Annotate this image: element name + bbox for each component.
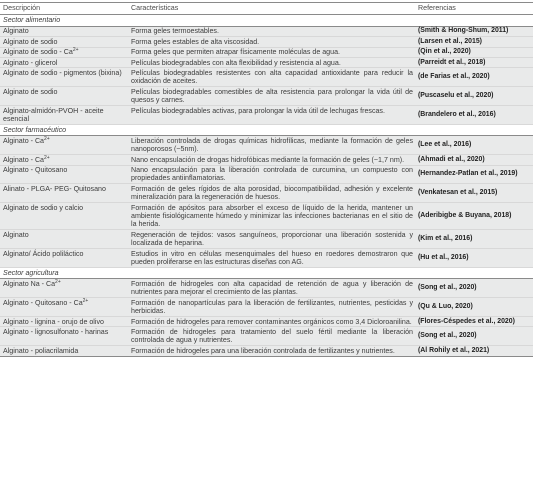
table-row [0,68,533,87]
cell-referencia: (Hu et al., 2016) [415,249,533,268]
cell-caracteristicas: Formación de hidrogeles para remover contaminantes orgánicos como 3,4 Dicloroanilina. [128,317,415,327]
descripcion-text: Alginato - glicerol [3,58,58,67]
cell-caracteristicas: Formación de apósitos para absorber el exceso de líquido de la herida, mantener un ambiente fisiológicamente húmedo y minimizar las infecciones bacterianas en el sitio de la herida. [128,203,415,230]
descripcion-text: Alginato [3,27,29,36]
cell-caracteristicas: Regeneración de tejidos: vasos sanguíneos, proporcionar una liberación sostenida y localizada de heparina. [128,230,415,249]
descripcion-text: Alginato Na - Ca [3,279,56,288]
cell-caracteristicas: Forma geles estables de alta viscosidad. [128,37,415,47]
cell-referencia: (Kim et al., 2016) [415,230,533,249]
section-header-row [0,15,533,26]
descripcion-text: Alginato - lignosulfonato - harinas [3,327,109,336]
cell-caracteristicas: Formación de hidrogeles con alta capacidad de retención de agua y liberación de nutrientes para mejorar el crecimiento de las plantas. [128,279,415,298]
cell-descripcion [0,249,128,268]
cell-descripcion [0,68,128,87]
alginate-applications-table [0,2,533,357]
cell-caracteristicas: Formación de geles rígidos de alta porosidad, biocompatibilidad, adhesión y excelente mineralización para la regeneración de huesos. [128,184,415,203]
table-row [0,346,533,356]
table-row [0,165,533,184]
cell-referencia: (Larsen et al., 2015) [415,37,533,47]
table-row [0,298,533,317]
cell-descripcion [0,58,128,68]
cell-referencia: (Puscaselu et al., 2020) [415,87,533,106]
table-row [0,136,533,155]
cell-descripcion [0,184,128,203]
section-title: Sector alimentario [0,15,533,26]
cell-descripcion [0,26,128,36]
ion-charge-superscript: 2+ [44,135,50,142]
cell-descripcion [0,317,128,327]
section-header-row [0,124,533,135]
cell-referencia: (Venkatesan et al., 2015) [415,184,533,203]
cell-caracteristicas: Películas biodegradables con alta flexibilidad y resistencia al agua. [128,58,415,68]
descripcion-text: Alginato de sodio - Ca [3,48,73,57]
cell-descripcion [0,230,128,249]
cell-caracteristicas: Liberación controlada de drogas químicas hidrofílicas, mediante la formación de geles nanoporosos (~5nm). [128,136,415,155]
table-row [0,58,533,68]
ion-charge-superscript: 2+ [44,154,50,161]
table-row [0,184,533,203]
section-title: Sector farmacéutico [0,124,533,135]
cell-descripcion [0,47,128,57]
table-row [0,37,533,47]
cell-caracteristicas: Películas biodegradables comestibles de alta resistencia para prolongar la vida útil de quesos y carnes. [128,87,415,106]
section-title: Sector agricultura [0,267,533,278]
cell-referencia: (Ahmadi et al., 2020) [415,155,533,165]
cell-caracteristicas: Películas biodegradables resistentes con alta capacidad antioxidante para reducir la oxidación de aceites. [128,68,415,87]
table-row [0,26,533,36]
descripcion-text: Alginato - Ca [3,155,45,164]
ion-charge-superscript: 2+ [72,47,79,54]
cell-caracteristicas: Forma geles que permiten atrapar físicamente moléculas de agua. [128,47,415,57]
cell-descripcion [0,136,128,155]
descripcion-text: Alginato de sodio [3,87,58,96]
descripcion-text: Alginato [3,230,29,239]
cell-caracteristicas: Películas biodegradables activas, para prolongar la vida útil de lechugas frescas. [128,106,415,125]
header-descripcion: Descripción [0,3,128,15]
descripcion-text: Alginato - Quitosano - Ca [3,298,83,307]
cell-referencia: (Al Rohily et al., 2021) [415,346,533,356]
cell-referencia: (Aderibigbe & Buyana, 2018) [415,203,533,230]
descripcion-text: Alginato - poliacrilamida [3,346,79,355]
table-body [0,15,533,356]
table-row [0,203,533,230]
table-row [0,230,533,249]
cell-referencia: (Song et al., 2020) [415,279,533,298]
cell-descripcion [0,106,128,125]
table-row [0,317,533,327]
ion-charge-superscript: 2+ [82,297,89,304]
cell-caracteristicas: Formación de hidrogeles para tratamiento del suelo fértil mediante la liberación controlada de agua y nutrientes. [128,327,415,346]
table-row [0,106,533,125]
table-header-row [0,3,533,15]
cell-caracteristicas: Estudios in vitro en células mesenquimales del hueso en roedores demostraron que pueden proliferarse en las estructuras diseñas con AG. [128,249,415,268]
cell-descripcion [0,165,128,184]
cell-referencia: (Hernandez-Patlan et al., 2019) [415,165,533,184]
cell-referencia: (Smith & Hong-Shum, 2011) [415,26,533,36]
table-row [0,327,533,346]
cell-descripcion [0,203,128,230]
cell-referencia: (Lee et al., 2016) [415,136,533,155]
descripcion-text: Alginato-almidón-PVOH - aceite esencial [3,106,104,123]
cell-caracteristicas: Formación de hidrogeles para una liberación controlada de fertilizantes y nutrientes. [128,346,415,356]
cell-referencia: (de Farias et al., 2020) [415,68,533,87]
cell-descripcion [0,279,128,298]
cell-referencia: (Brandelero et al., 2016) [415,106,533,125]
cell-referencia: (Song et al., 2020) [415,327,533,346]
table-row [0,47,533,57]
descripcion-text: Alinato - PLGA- PEG- Quitosano [3,184,106,193]
descripcion-text: Alginato de sodio - pigmentos (bixina) [3,68,122,77]
cell-caracteristicas: Formación de nanopartículas para la liberación de fertilizantes, nutrientes, pesticidas y herbicidas. [128,298,415,317]
descripcion-text: Alginato de sodio [3,37,58,46]
header-referencias: Referencias [415,3,533,15]
cell-referencia: (Qin et al., 2020) [415,47,533,57]
section-header-row [0,267,533,278]
descripcion-text: Alginato - Quitosano [3,166,68,174]
ion-charge-superscript: 2+ [55,278,61,285]
descripcion-text: Alginato de sodio y calcio [3,203,84,212]
cell-descripcion [0,346,128,356]
cell-descripcion [0,87,128,106]
cell-caracteristicas: Nano encapsulación de drogas hidrofóbicas mediante la formación de geles (~1,7 nm). [128,155,415,165]
descripcion-text: Alginato - lignina - orujo de olivo [3,317,104,326]
cell-caracteristicas: Forma geles termoestables. [128,26,415,36]
table-row [0,249,533,268]
header-caracteristicas: Características [128,3,415,15]
table-row [0,155,533,165]
cell-descripcion [0,327,128,346]
cell-descripcion [0,155,128,165]
cell-descripcion [0,37,128,47]
table-row [0,279,533,298]
cell-referencia: (Flores-Céspedes et al., 2020) [415,317,533,327]
table-row [0,87,533,106]
descripcion-text: Alginato/ Ácido poliláctico [3,249,84,258]
descripcion-text: Alginato - Ca [3,136,45,145]
cell-referencia: (Qu & Luo, 2020) [415,298,533,317]
cell-caracteristicas: Nano encapsulación para la liberación controlada de curcumina, un compuesto con propiedades antiinflamatorias. [128,165,415,184]
cell-referencia: (Parreidt et al., 2018) [415,58,533,68]
cell-descripcion [0,298,128,317]
